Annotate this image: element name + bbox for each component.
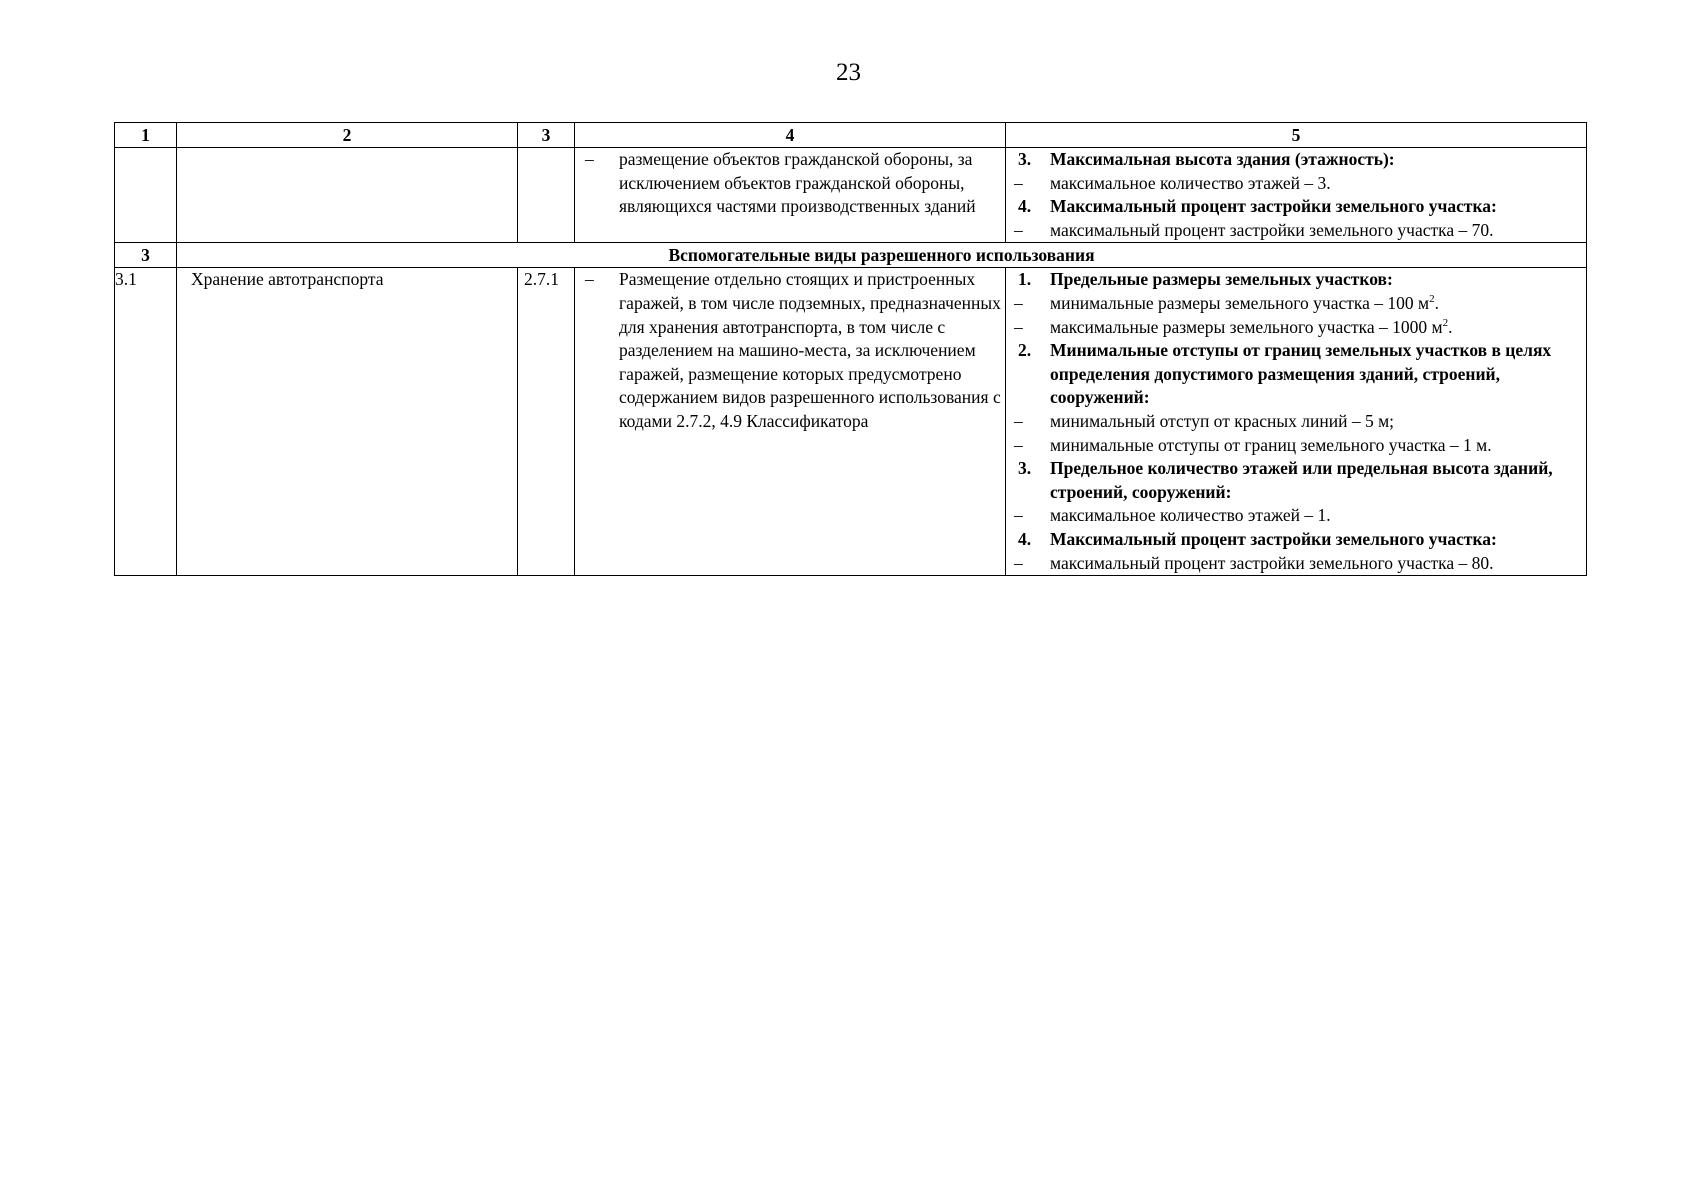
list-dash: –	[1014, 505, 1023, 526]
parameter-item	[1006, 410, 1586, 434]
parameter-text	[1050, 219, 1586, 243]
list-dash: –	[1014, 410, 1023, 431]
row2-code: 2.7.1	[518, 268, 575, 576]
parameter-item	[1006, 504, 1586, 528]
description-text: Размещение отдельно стоящих и пристроенных гаражей, в том числе подземных, предназначенных для хранения автотранспорта, в том числе с разделением на машино-места, за исключением гаражей, размещение которых предусмотрено содержанием видов разрешенного использования с кодами 2.7.2, 4.9 Классификатора	[619, 269, 1001, 431]
list-number: 1.	[1018, 269, 1032, 290]
row1-description	[575, 148, 1006, 243]
list-number: 4.	[1018, 196, 1032, 217]
parameter-text-main: максимальные размеры земельного участка – 1000 м	[1050, 316, 1443, 337]
parameter-item	[1006, 316, 1586, 340]
header-col-1: 1	[115, 123, 177, 148]
row1-name	[177, 148, 518, 243]
row2-description	[575, 268, 1006, 576]
parameter-text-main: максимальное количество этажей – 3.	[1050, 172, 1331, 193]
parameter-text	[1050, 339, 1586, 410]
list-number: 4.	[1018, 528, 1032, 549]
parameter-text	[1050, 528, 1586, 552]
header-col-2: 2	[177, 123, 518, 148]
parameter-item	[1006, 219, 1586, 243]
list-dash: –	[1014, 172, 1023, 193]
parameter-text-tail: .	[1448, 316, 1453, 337]
parameter-text	[1050, 195, 1586, 219]
parameter-item	[1006, 292, 1586, 316]
regulations-table	[114, 122, 1587, 576]
parameter-text	[1050, 292, 1586, 316]
parameter-text	[1050, 316, 1586, 340]
parameter-text-main: минимальные размеры земельного участка – 100 м	[1050, 292, 1430, 313]
parameter-heading	[1006, 195, 1586, 219]
parameter-heading	[1006, 457, 1586, 504]
parameter-text	[1050, 268, 1586, 292]
parameter-item	[1006, 434, 1586, 458]
page-number: 23	[836, 59, 861, 86]
parameter-text-main: Максимальный процент застройки земельного участка:	[1050, 528, 1497, 549]
parameter-text-main: минимальный отступ от красных линий – 5 м;	[1050, 410, 1395, 431]
section-number: 3	[115, 243, 177, 268]
row1-parameters	[1006, 148, 1587, 243]
parameter-text-main: Предельные размеры земельных участков:	[1050, 269, 1393, 290]
list-dash: –	[1014, 434, 1023, 455]
parameter-heading	[1006, 268, 1586, 292]
row1-code	[518, 148, 575, 243]
table-header-row	[115, 123, 1587, 148]
table-row	[115, 148, 1587, 243]
description-text: размещение объектов гражданской обороны, за исключением объектов гражданской обороны, являющихся частями производственных зданий	[619, 149, 976, 217]
row1-number	[115, 148, 177, 243]
table-row	[115, 268, 1587, 576]
parameter-text-main: Минимальные отступы от границ земельных участков в целях определения допустимого размещения зданий, строений, сооружений:	[1050, 340, 1552, 408]
header-col-4: 4	[575, 123, 1006, 148]
list-dash: –	[585, 149, 594, 169]
header-col-5: 5	[1006, 123, 1587, 148]
parameter-text-main: Максимальный процент застройки земельного участка:	[1050, 196, 1497, 217]
row2-name: Хранение автотранспорта	[177, 268, 518, 576]
parameter-item	[1006, 172, 1586, 196]
section-title: Вспомогательные виды разрешенного использования	[177, 243, 1587, 268]
parameter-text	[1050, 434, 1586, 458]
row2-parameters	[1006, 268, 1587, 576]
parameter-item	[1006, 552, 1586, 576]
parameter-heading	[1006, 339, 1586, 410]
parameter-heading	[1006, 528, 1586, 552]
list-dash: –	[585, 269, 594, 290]
superscript: 2	[1429, 292, 1435, 305]
parameter-text-main: максимальный процент застройки земельного участка – 80.	[1050, 552, 1494, 573]
parameter-text	[1050, 552, 1586, 576]
list-number: 3.	[1018, 149, 1032, 169]
parameter-text-main: Предельное количество этажей или предельная высота зданий, строений, сооружений:	[1050, 458, 1553, 502]
list-number: 2.	[1018, 340, 1032, 361]
parameter-text-tail: .	[1434, 292, 1439, 313]
parameter-text-main: Максимальная высота здания (этажность):	[1050, 149, 1395, 169]
list-dash: –	[1014, 552, 1023, 573]
section-row	[115, 243, 1587, 268]
superscript: 2	[1442, 316, 1449, 329]
parameter-text	[1050, 410, 1586, 434]
list-dash: –	[1014, 316, 1023, 337]
parameter-heading	[1006, 148, 1586, 172]
parameter-text	[1050, 148, 1586, 172]
parameter-text-main: максимальное количество этажей – 1.	[1050, 505, 1331, 526]
parameter-text-main: максимальный процент застройки земельного участка – 70.	[1050, 219, 1494, 240]
header-col-3: 3	[518, 123, 575, 148]
parameter-text-main: минимальные отступы от границ земельного участка – 1 м.	[1050, 434, 1492, 455]
list-number: 3.	[1018, 458, 1032, 479]
list-dash: –	[1014, 219, 1023, 240]
parameter-text	[1050, 504, 1586, 528]
list-dash: –	[1014, 292, 1023, 313]
row2-number: 3.1	[115, 268, 177, 576]
parameter-text	[1050, 457, 1586, 504]
parameter-text	[1050, 172, 1586, 196]
